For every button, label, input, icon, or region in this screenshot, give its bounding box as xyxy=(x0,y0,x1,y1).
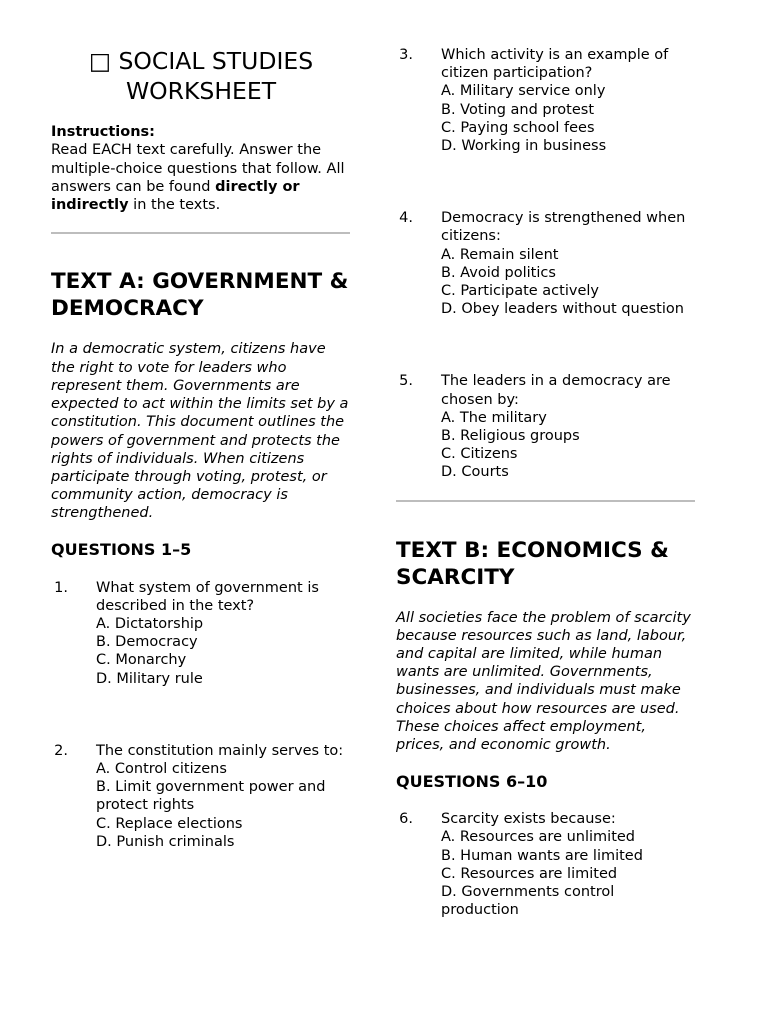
option-a[interactable]: A. Resources are unlimited xyxy=(441,829,636,846)
question-number: 4. xyxy=(399,210,413,227)
option-c[interactable]: C. Replace elections xyxy=(96,815,243,832)
question-number: 5. xyxy=(399,373,413,390)
question-text: Scarcity exists because: xyxy=(441,811,616,828)
option-a[interactable]: A. Dictatorship xyxy=(96,615,204,632)
text-a-passage: In a democratic system, citizens have the right to vote for leaders who represent them. Governments are expected to act within the limits set by a constitution. This document outlines the powers of government and protects the rights of individuals. When citizens participate through voting, protest, or community action, democracy is strengthened. xyxy=(51,341,349,522)
instructions-bold: directly or indirectly xyxy=(51,178,300,214)
option-b[interactable]: B. Human wants are limited xyxy=(441,847,643,864)
option-d[interactable]: D. Obey leaders without question xyxy=(441,301,684,318)
option-b[interactable]: B. Democracy xyxy=(96,634,198,651)
question-text: Which activity is an example of citizen participation? xyxy=(441,47,669,82)
option-a[interactable]: A. Remain silent xyxy=(441,246,559,263)
question-6 xyxy=(396,810,696,919)
question-1 xyxy=(51,579,351,688)
instructions-text-2: in the texts. xyxy=(128,197,221,214)
question-text: The leaders in a democracy are chosen by: xyxy=(441,373,671,408)
option-a[interactable]: A. Control citizens xyxy=(96,760,227,777)
question-text: Democracy is strengthened when citizens: xyxy=(441,210,686,245)
title-line-2: WORKSHEET xyxy=(125,77,277,105)
option-d[interactable]: D. Punish criminals xyxy=(96,833,235,850)
question-number: 1. xyxy=(54,579,68,596)
option-c[interactable]: C. Paying school fees xyxy=(441,119,595,136)
question-2 xyxy=(51,742,351,851)
question-number: 6. xyxy=(399,811,413,828)
question-number: 3. xyxy=(399,47,413,63)
title-line-1: □ SOCIAL STUDIES xyxy=(88,47,314,75)
option-a[interactable]: A. The military xyxy=(441,409,547,426)
option-b[interactable]: B. Avoid politics xyxy=(441,264,556,281)
left-column xyxy=(51,0,351,851)
right-column xyxy=(396,0,696,920)
question-4 xyxy=(396,209,696,318)
question-3 xyxy=(396,46,696,155)
option-d[interactable]: D. Courts xyxy=(441,464,509,481)
instructions xyxy=(51,123,351,214)
option-a[interactable]: A. Military service only xyxy=(441,83,606,100)
option-d[interactable]: D. Military rule xyxy=(96,670,203,687)
question-text: What system of government is described in the text? xyxy=(96,579,319,614)
option-b[interactable]: B. Religious groups xyxy=(441,428,580,445)
option-d[interactable]: D. Working in business xyxy=(441,138,607,155)
instructions-heading: Instructions: xyxy=(51,124,155,140)
question-number: 2. xyxy=(54,742,68,759)
option-c[interactable]: C. Citizens xyxy=(441,446,518,463)
worksheet-title xyxy=(51,46,351,106)
option-b[interactable]: B. Limit government power and protect rights xyxy=(96,779,326,814)
question-text: The constitution mainly serves to: xyxy=(96,742,344,759)
option-c[interactable]: C. Resources are limited xyxy=(441,865,618,882)
option-b[interactable]: B. Voting and protest xyxy=(441,101,595,118)
instructions-text-1: Read EACH text carefully. Answer the multiple-choice questions that follow. All answers can be found xyxy=(51,142,345,195)
option-d[interactable]: D. Governments control production xyxy=(441,884,615,919)
text-b-passage: All societies face the problem of scarcity because resources such as land, labour, and capital are limited, while human wants are unlimited. Governments, businesses, and individuals must make choices about how resources are used. These choices affect employment, prices, and economic growth. xyxy=(396,609,691,754)
option-c[interactable]: C. Monarchy xyxy=(96,652,187,669)
questions-6-10-heading: QUESTIONS 6–10 xyxy=(396,772,548,792)
questions-1-5-heading: QUESTIONS 1–5 xyxy=(51,539,192,559)
question-5 xyxy=(396,372,696,481)
text-b-title: TEXT B: ECONOMICS & SCARCITY xyxy=(396,537,669,590)
divider xyxy=(396,500,695,502)
text-a-title: TEXT A: GOVERNMENT & DEMOCRACY xyxy=(51,269,349,322)
option-c[interactable]: C. Participate actively xyxy=(441,283,599,300)
divider xyxy=(51,232,350,234)
